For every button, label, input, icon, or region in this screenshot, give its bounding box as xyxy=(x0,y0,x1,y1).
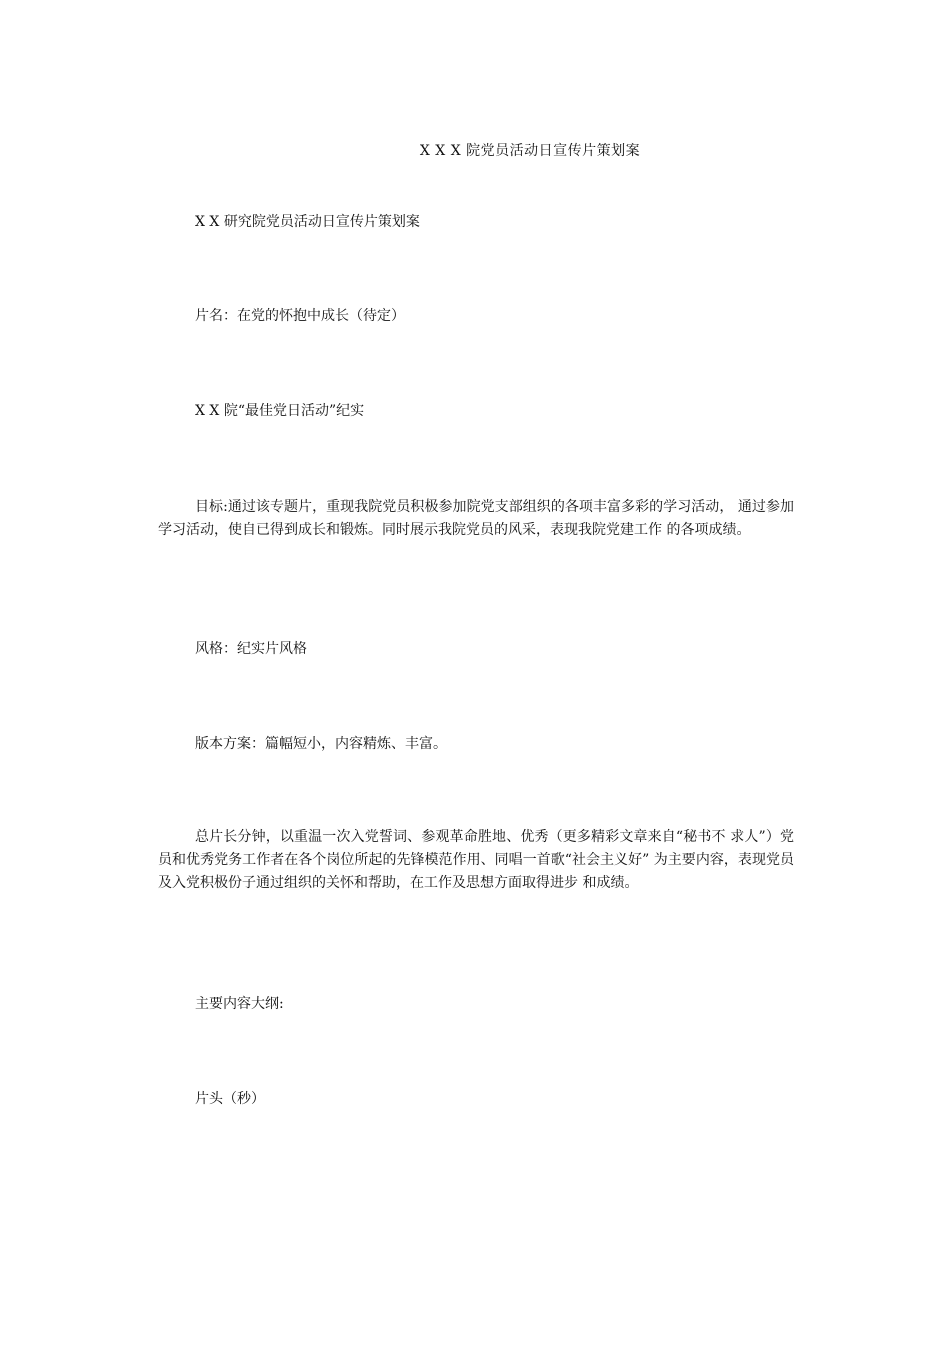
style-paragraph: 风格：纪实片风格 xyxy=(195,641,307,657)
document-title: X X X 院党员活动日宣传片策划案 xyxy=(419,143,641,159)
total-length-paragraph: 总片长分钟，以重温一次入党誓词、参观革命胜地、优秀（更多精彩文章来自“秘书不 求人”）党员和优秀党务工作者在各个岗位所起的先锋模范作用、同唱一首歌“社会主义好” 为主要内容，表现党员及入党积极份子通过组织的关怀和帮助，在工作及思想方面取得进步 和成绩。 xyxy=(158,829,794,891)
film-head-paragraph: 片头（秒） xyxy=(195,1091,265,1107)
version-paragraph: 版本方案：篇幅短小，内容精炼、丰富。 xyxy=(195,736,447,752)
outline-heading: 主要内容大纲: xyxy=(195,996,284,1012)
subtitle-paragraph: X X 研究院党员活动日宣传片策划案 xyxy=(195,214,420,230)
goal-paragraph: 目标:通过该专题片，重现我院党员积极参加院党支部组织的各项丰富多彩的学习活动， 通过参加学习活动，使自已得到成长和锻炼。同时展示我院党员的风采，表现我院党建工作 的各项成绩。 xyxy=(158,499,794,538)
film-name-paragraph: 片名：在党的怀抱中成长（待定） xyxy=(195,308,405,324)
record-paragraph: X X 院“最佳党日活动”纪实 xyxy=(195,403,365,419)
